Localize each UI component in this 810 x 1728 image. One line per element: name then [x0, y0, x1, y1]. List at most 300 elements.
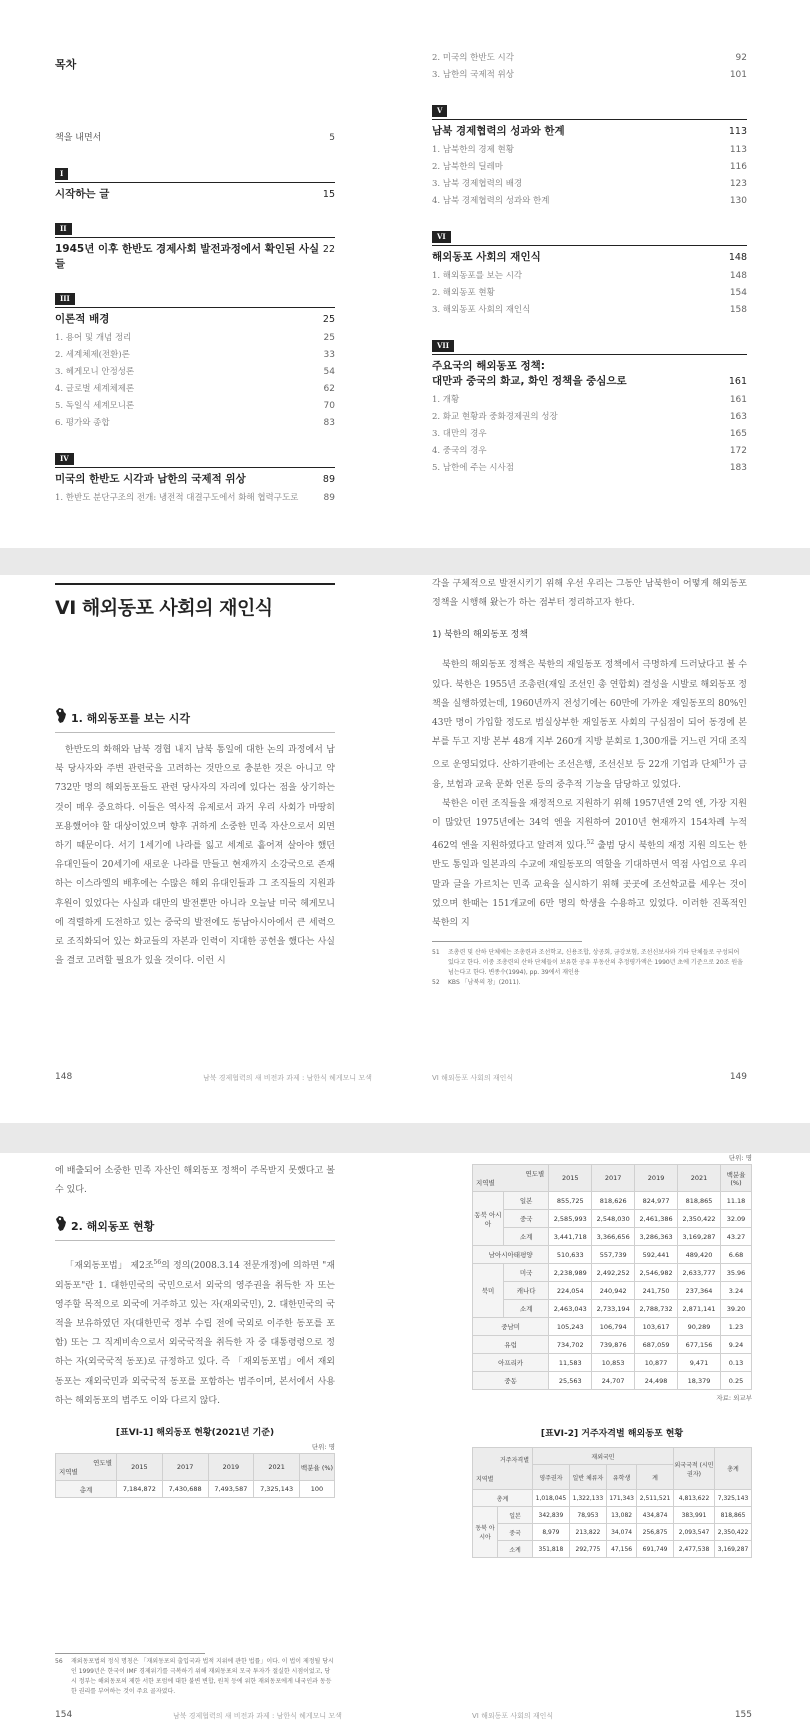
ratio-cell: 43.27	[721, 1228, 752, 1246]
table-cell: 1,322,133	[569, 1490, 606, 1507]
part-title-text: 해외동포 사회의 재인식	[432, 251, 541, 263]
table-cell: 2,585,993	[549, 1210, 592, 1228]
group-label: 동북 아시아	[473, 1507, 498, 1558]
korea-peninsula-icon	[55, 708, 67, 728]
year-header: 2017	[592, 1165, 635, 1192]
row-label: 소계	[504, 1300, 549, 1318]
toc-entry-page: 70	[323, 401, 335, 411]
toc-entry-title: 1. 용어 및 개념 정리	[55, 333, 132, 343]
table-cell: 2,788,732	[635, 1300, 678, 1318]
toc-heading: 목차	[55, 58, 77, 71]
table-row	[473, 1246, 752, 1264]
ratio-cell: 1.23	[721, 1318, 752, 1336]
table-header-row	[473, 1165, 752, 1192]
toc-entry-page: 165	[729, 429, 747, 439]
toc-sub-entry[interactable]	[432, 460, 747, 477]
toc-part-title[interactable]	[432, 119, 747, 139]
footnote-rule	[55, 1653, 205, 1654]
year-header: 2021	[678, 1165, 721, 1192]
toc-part-title[interactable]	[432, 354, 747, 389]
table-cell: 2,461,386	[635, 1210, 678, 1228]
para-text: 북한의 해외동포 정책은 북한의 재일동포 정책에서 극명하게 드러났다고 볼 수 있다. 북한은 1955년 조총련(재일 조선인 총 연합회) 결성을 시발로 해외동포 정책을 실행하였는데, 1960년까지 전성기에는 60만에 가까운 재일동포의 80%인 43만 명이 가입할 정도로 범실상부한 재일동포 사회의 구심점이 되어 동경에 본부를 두고 지방 본부 48개 지부 260개 지방 분회로 1,300개를 거느린 거대 조직으로 운영되었다. 산하기관에는 조선은행, 조선신보 등 22개 기업과 단체	[432, 660, 747, 771]
running-head: 남북 경제협력의 새 비전과 과제 : 남한식 헤게모니 모색	[173, 1712, 342, 1720]
toc-entry-page: 89	[323, 493, 335, 503]
toc-part-title[interactable]	[55, 182, 335, 202]
footnote-mark: 52	[586, 839, 595, 847]
toc-part	[55, 446, 335, 507]
toc-sub-entry[interactable]	[432, 268, 747, 285]
page-number: 154	[55, 1710, 73, 1720]
table-cell: 7,493,587	[208, 1481, 254, 1498]
footnote-number: 52	[432, 979, 440, 987]
table-cell: 855,725	[549, 1192, 592, 1210]
table-cell: 489,420	[678, 1246, 721, 1264]
table-caption: [표VI-1] 해외동포 현황(2021년 기준)	[115, 1428, 275, 1439]
footnote	[432, 948, 747, 978]
toc-entry-page: 25	[323, 333, 335, 343]
corner-top: 거주자격별	[500, 1456, 529, 1464]
chapter-rule	[55, 583, 335, 585]
part-title-text: 이론적 배경	[55, 313, 110, 325]
row-label: 중국	[504, 1210, 549, 1228]
toc-spread	[0, 0, 810, 548]
running-head: VI 해외동포 사회의 재인식	[432, 1074, 514, 1082]
section-heading	[55, 1216, 335, 1241]
table-corner-header	[56, 1454, 117, 1481]
row-label: 아프리카	[473, 1354, 549, 1372]
korea-peninsula-icon	[55, 1216, 67, 1236]
table-row	[473, 1210, 752, 1228]
table-row	[473, 1192, 752, 1210]
toc-entry-title: 4. 글로벌 세계체제론	[55, 384, 135, 394]
toc-part-title[interactable]	[55, 237, 335, 272]
ratio-cell: 3.24	[721, 1282, 752, 1300]
toc-entry-page: 161	[729, 395, 747, 405]
ratio-cell: 32.09	[721, 1210, 752, 1228]
table-cell: 9,471	[678, 1354, 721, 1372]
table-cell: 434,874	[637, 1507, 674, 1524]
toc-entry-title: 5. 독일식 세계모니론	[55, 401, 135, 411]
toc-part	[432, 224, 747, 319]
toc-entry-title: 2. 화교 현황과 중화경제권의 성장	[432, 412, 558, 422]
table-cell: 13,082	[607, 1507, 637, 1524]
toc-entry-page: 154	[729, 288, 747, 298]
table-cell: 3,169,287	[678, 1228, 721, 1246]
section-title: 2. 해외동포 현황	[71, 1220, 155, 1234]
toc-entry-page: 163	[729, 412, 747, 422]
toc-sub-entry[interactable]	[55, 415, 335, 432]
toc-entry-page: 83	[323, 418, 335, 428]
table-cell: 4,813,622	[674, 1490, 715, 1507]
table-cell: 103,617	[635, 1318, 678, 1336]
toc-sub-entry[interactable]	[55, 347, 335, 364]
row-label: 소계	[498, 1541, 533, 1558]
toc-entry-title: 1. 한반도 분단구조의 전개: 냉전적 대결구도에서 화해 협력구도로	[55, 493, 299, 503]
toc-intro	[55, 130, 335, 147]
footnote-mark: 56	[153, 1259, 162, 1267]
part-numeral-badge: VII	[432, 340, 454, 352]
table-cell: 739,876	[592, 1336, 635, 1354]
page-149	[432, 575, 747, 1123]
table-header-row	[56, 1454, 335, 1481]
footnote	[432, 978, 747, 988]
group-label: 동북 아시아	[473, 1192, 504, 1246]
table-row	[473, 1354, 752, 1372]
page-number: 155	[734, 1710, 752, 1720]
table-cell: 224,054	[549, 1282, 592, 1300]
ratio-cell: 35.96	[721, 1264, 752, 1282]
body-paragraph: 각을 구체적으로 발전시키기 위해 우선 우리는 그동안 남북한이 어떻게 해외동포 정책을 시행해 왔는가 하는 점부터 정리하고자 한다.	[432, 579, 747, 609]
residence-status-table	[472, 1447, 752, 1558]
toc-entry-title: 1. 해외동포를 보는 시각	[432, 271, 523, 281]
table-cell: 3,441,718	[549, 1228, 592, 1246]
toc-part-title[interactable]	[55, 307, 335, 327]
table-cell: 90,289	[678, 1318, 721, 1336]
table-cell: 824,977	[635, 1192, 678, 1210]
toc-parts-right	[432, 98, 747, 477]
toc-entry-page: 62	[323, 384, 335, 394]
part-page: 22	[322, 244, 335, 255]
table-cell: 213,822	[569, 1524, 606, 1541]
toc-entry-title: 4. 남북 경제협력의 성과와 한계	[432, 196, 550, 206]
toc-entry-page: 123	[729, 179, 747, 189]
part-title-text: 미국의 한반도 시각과 남한의 국제적 위상	[55, 473, 246, 485]
part-page: 25	[322, 314, 335, 325]
table-cell: 592,441	[635, 1246, 678, 1264]
toc-sub-entry[interactable]	[55, 490, 335, 507]
table-cell: 7,430,688	[162, 1481, 208, 1498]
toc-sub-entry[interactable]	[432, 50, 747, 67]
citizen-header: 재외국민	[533, 1448, 674, 1465]
toc-sub-entry[interactable]	[432, 159, 747, 176]
table-cell: 106,794	[592, 1318, 635, 1336]
page-footer	[55, 1710, 342, 1720]
page-149-intro	[432, 575, 747, 613]
table-cell: 2,871,141	[678, 1300, 721, 1318]
body-paragraph	[55, 1253, 335, 1411]
toc-entry-page: 158	[729, 305, 747, 315]
toc-entry-title: 6. 평가와 종합	[55, 418, 110, 428]
row-label: 일본	[504, 1192, 549, 1210]
table-cell: 2,238,989	[549, 1264, 592, 1282]
table-cell: 241,750	[635, 1282, 678, 1300]
overseas-koreans-table	[55, 1453, 335, 1498]
ratio-cell: 11.18	[721, 1192, 752, 1210]
table-cell: 818,865	[715, 1507, 752, 1524]
group-label: 북미	[473, 1264, 504, 1318]
sub-header: 유학생	[607, 1465, 637, 1490]
ratio-cell: 39.20	[721, 1300, 752, 1318]
table-cell: 7,184,872	[117, 1481, 163, 1498]
footnote-number: 51	[432, 949, 440, 957]
page-149-body	[432, 656, 747, 933]
part-title-text	[432, 359, 627, 389]
toc-intro-page: 5	[329, 133, 335, 143]
part-numeral-badge: III	[55, 293, 75, 305]
part-title-text: 시작하는 글	[55, 188, 110, 200]
part-title-line: 주요국의 해외동포 정책:	[432, 360, 545, 372]
total-header: 총계	[715, 1448, 752, 1490]
table-cell: 256,875	[637, 1524, 674, 1541]
table-row	[473, 1372, 752, 1390]
row-label: 중남미	[473, 1318, 549, 1336]
table-cell: 342,839	[533, 1507, 570, 1524]
table-cell: 34,074	[607, 1524, 637, 1541]
table-cell: 3,366,656	[592, 1228, 635, 1246]
table-row	[473, 1318, 752, 1336]
part-title-text: 남북 경제협력의 성과와 한계	[432, 125, 565, 137]
table-cell: 3,169,287	[715, 1541, 752, 1558]
toc-part-title[interactable]	[432, 245, 747, 265]
toc-entry-title: 2. 세계체제(전환)론	[55, 350, 130, 360]
table-cell: 734,702	[549, 1336, 592, 1354]
toc-sub-entry[interactable]	[432, 285, 747, 302]
toc-part-title[interactable]	[55, 467, 335, 487]
page-154	[55, 1153, 342, 1728]
year-header: 2019	[635, 1165, 678, 1192]
table-row	[473, 1228, 752, 1246]
toc-entry-page: 148	[729, 271, 747, 281]
table-cell: 171,343	[607, 1490, 637, 1507]
table-cell: 2,350,422	[715, 1524, 752, 1541]
toc-sub-entry[interactable]	[55, 398, 335, 415]
toc-sub-entry[interactable]	[432, 302, 747, 319]
year-header: 2015	[117, 1454, 163, 1481]
toc-entry-title: 3. 해외동포 사회의 재인식	[432, 305, 531, 315]
toc-sub-entry[interactable]	[432, 193, 747, 210]
toc-entry-title: 3. 남한의 국제적 위상	[432, 70, 514, 80]
table-cell: 18,379	[678, 1372, 721, 1390]
table-cell: 240,942	[592, 1282, 635, 1300]
toc-sub-entry[interactable]	[55, 381, 335, 398]
footnote-mark: 51	[718, 758, 727, 766]
toc-part	[55, 216, 335, 272]
row-label: 총계	[56, 1481, 117, 1498]
body-paragraph	[432, 656, 747, 794]
para-text: 가 금융, 보험과 교육 문화 언론 등의 중추적 기능을 담당하고 있었다.	[432, 760, 747, 790]
corner-top: 연도별	[93, 1459, 112, 1468]
table-corner-header	[473, 1165, 549, 1192]
ratio-cell: 0.13	[721, 1354, 752, 1372]
row-label: 총계	[473, 1490, 533, 1507]
part-page: 113	[728, 126, 747, 137]
table-cell: 2,546,982	[635, 1264, 678, 1282]
table-cell: 2,633,777	[678, 1264, 721, 1282]
row-label: 소계	[504, 1228, 549, 1246]
table-cell: 47,156	[607, 1541, 637, 1558]
table-cell: 383,991	[674, 1507, 715, 1524]
overseas-koreans-region-table	[472, 1164, 752, 1390]
spread-148-149	[0, 575, 810, 1123]
table-row	[473, 1336, 752, 1354]
corner-top: 연도별	[525, 1170, 545, 1178]
toc-entry-title: 2. 해외동포 현황	[432, 288, 495, 298]
table-cell: 237,364	[678, 1282, 721, 1300]
toc-sub-entry[interactable]	[432, 67, 747, 84]
part-numeral-badge: I	[55, 168, 68, 180]
corner-bottom: 지역별	[476, 1475, 494, 1483]
row-label: 중동	[473, 1372, 549, 1390]
table-row	[56, 1481, 335, 1498]
corner-bottom: 지역별	[59, 1468, 78, 1477]
page-148-body	[55, 741, 335, 971]
part-page: 148	[728, 252, 747, 263]
table-cell: 105,243	[549, 1318, 592, 1336]
toc-part	[55, 161, 335, 202]
footnotes	[55, 1657, 335, 1697]
year-header: 2021	[254, 1454, 300, 1481]
toc-entry-page: 54	[323, 367, 335, 377]
table-cell: 292,775	[569, 1541, 606, 1558]
part-page: 89	[322, 474, 335, 485]
page-155	[472, 1153, 752, 1728]
footnote-text: 조총련 및 산하 단체에는 조총련과 조선학교, 신용조합, 상공회, 금강보험, 조선신보사와 기타 단체들로 구성되어 있다고 한다. 이중 조총련의 산하 단체들이 보유한 공유 부동산의 추정평가액은 1990년 초에 기준으로 20조 원을 넘는다고 한다. 변종수(1994), pp. 39에서 재인용	[448, 949, 743, 977]
table-cell: 2,350,422	[678, 1210, 721, 1228]
toc-entry-page: 116	[729, 162, 747, 172]
table-cell: 2,511,521	[637, 1490, 674, 1507]
table-cell: 2,733,194	[592, 1300, 635, 1318]
table-row	[473, 1524, 752, 1541]
part-title-text: 1945년 이후 한반도 경제사회 발전과정에서 확인된 사실들	[55, 243, 320, 270]
part-page: 161	[728, 376, 747, 387]
table-header-row	[473, 1448, 752, 1465]
table-cell: 351,818	[533, 1541, 570, 1558]
table-cell: 3,286,363	[635, 1228, 678, 1246]
ratio-cell: 100	[300, 1481, 335, 1498]
toc-sub-entry[interactable]	[432, 142, 747, 159]
table-cell: 557,739	[592, 1246, 635, 1264]
page-number: 148	[55, 1072, 73, 1082]
table-cell: 687,059	[635, 1336, 678, 1354]
toc-entry-page: 92	[735, 53, 747, 63]
ratio-cell: 9.24	[721, 1336, 752, 1354]
sub-header: 일반 체류자	[569, 1465, 606, 1490]
toc-sub-entry[interactable]	[432, 176, 747, 193]
table-cell: 2,477,538	[674, 1541, 715, 1558]
page-154-intro	[55, 1162, 335, 1200]
table-cell: 818,865	[678, 1192, 721, 1210]
section-heading	[55, 708, 335, 733]
page-footer	[55, 1072, 372, 1082]
page-148	[55, 575, 372, 1123]
table-cell: 25,563	[549, 1372, 592, 1390]
toc-sub-entry[interactable]	[432, 409, 747, 426]
sub-header: 영주권자	[533, 1465, 570, 1490]
foreign-header: 외국국적 (시민권자)	[674, 1448, 715, 1490]
toc-sub-entry[interactable]	[55, 330, 335, 347]
toc-entry-page: 101	[729, 70, 747, 80]
footnote-number: 56	[55, 1658, 63, 1665]
toc-sub-entry[interactable]	[432, 392, 747, 409]
table-row	[473, 1264, 752, 1282]
page-number: 149	[729, 1072, 747, 1082]
ratio-header: 백분율 (%)	[300, 1454, 335, 1481]
row-label: 캐나다	[504, 1282, 549, 1300]
toc-entry-page: 172	[729, 446, 747, 456]
subheading: 1) 북한의 해외동포 정책	[432, 630, 529, 641]
toc-parts-left	[55, 161, 335, 507]
para-text: 의 정의(2008.3.14 전문개정)에 의하면 "재외동포"란 1. 대한민국의 국민으로서 외국의 영주권을 취득한 자 또는 영주할 목적으로 외국에 거주하고 있는 자(재외국민), 2. 대한민국의 국적을 보유하였던 자(대한민국 정부 수립 전에 국외로 이주한 동포를 포함) 또는 그 직계비속으로서 외국국적을 취득한 자 중 대통령령으로 정하는 자(외국국적 동포)로 규정하고 있다. 즉 「재외동포법」에서 재외동포는 재외국민과 외국국적 동포를 포함하는 범주이며, 본서에서 사용하는 해외동포의 범주도 이와 다르지 않다.	[55, 1261, 335, 1406]
toc-sub-entry[interactable]	[432, 426, 747, 443]
part-numeral-badge: VI	[432, 231, 451, 243]
year-header: 2019	[208, 1454, 254, 1481]
toc-entry-title: 3. 헤게모니 안정성론	[55, 367, 135, 377]
part-numeral-badge: II	[55, 223, 72, 235]
part-numeral-badge: V	[432, 105, 447, 117]
table-source: 자료: 외교부	[716, 1394, 752, 1402]
running-head: 남북 경제협력의 새 비전과 과제 : 남한식 헤게모니 모색	[203, 1074, 372, 1082]
table-cell: 7,325,143	[254, 1481, 300, 1498]
table-corner-header	[473, 1448, 533, 1490]
table-cell: 2,463,043	[549, 1300, 592, 1318]
table-cell: 677,156	[678, 1336, 721, 1354]
table-cell: 24,707	[592, 1372, 635, 1390]
part-title-line: 대만과 중국의 화교, 화인 정책을 중심으로	[432, 375, 627, 387]
para-text: 출범 당시 북한의 재정 지원 의도는 한반도 통일과 일본과의 수교에 재일동포의 역할을 기대하면서 역점 사업으로 우리말과 글을 가르치는 민족 교육을 실시하기 위해 곳곳에 조선학교를 세우는 것이었으며 한때는 151개교에 6만 명의 학생을 수용하고 있었다. 이러한 진폭적인 북한의 지	[432, 841, 748, 929]
toc-part	[432, 98, 747, 210]
toc-entry-title: 1. 남북한의 경제 현황	[432, 145, 514, 155]
row-label: 일본	[498, 1507, 533, 1524]
row-label: 남아시아태평양	[473, 1246, 549, 1264]
table-cell: 78,953	[569, 1507, 606, 1524]
para-text: 북한은 이런 조직들을 재정적으로 지원하기 위해 1957년엔 2억 엔, 가장 지원이 많았던 1975년에는 34억 엔을 지원하여 2010년 현재까지 154차례 누적 462억 엔을 지원하였다고 알려져 있다.	[432, 798, 747, 852]
toc-part	[55, 286, 335, 432]
para-text: 「재외동포법」 제2조	[65, 1261, 154, 1272]
footnote-rule	[432, 941, 582, 942]
toc-left-column	[55, 56, 335, 507]
body-paragraph	[432, 795, 747, 933]
part-page: 15	[322, 189, 335, 200]
table-cell: 24,498	[635, 1372, 678, 1390]
toc-entry-page: 113	[729, 145, 747, 155]
table-row	[473, 1541, 752, 1558]
year-header: 2017	[162, 1454, 208, 1481]
row-label: 미국	[504, 1264, 549, 1282]
ratio-header: 백분율 (%)	[721, 1165, 752, 1192]
toc-sub-entry[interactable]	[55, 364, 335, 381]
table-cell: 691,749	[637, 1541, 674, 1558]
table-unit: 단위: 명	[728, 1154, 752, 1162]
chapter-title: VI 해외동포 사회의 재인식	[55, 597, 273, 619]
table-unit: 단위: 명	[311, 1443, 335, 1452]
toc-entry-title: 3. 대만의 경우	[432, 429, 487, 439]
table-cell: 7,325,143	[715, 1490, 752, 1507]
ratio-cell: 6.68	[721, 1246, 752, 1264]
toc-part	[432, 333, 747, 477]
table-cell: 2,492,252	[592, 1264, 635, 1282]
page-154-body	[55, 1253, 335, 1411]
toc-right-column	[432, 50, 747, 477]
footnote-text: 재외동포법의 정식 명칭은 「재외동포의 출입국과 법적 지위에 관한 법률」이다. 이 법이 제정될 당시인 1999년은 한국이 IMF 경제위기를 극복하기 위해 재외동포의 모국 투자가 절실한 시점이었고, 당시 정부는 해외동포의 제한 서한 포럼에 대한 불변 변합, 원칙 등에 위한 재외동포에게 내국인과 동등한 권리를 부여하는 것이 주요 골자였다.	[71, 1658, 334, 1695]
table-row	[473, 1507, 752, 1524]
toc-intro-title: 책을 내면서	[55, 133, 102, 143]
toc-entry-title: 5. 남한에 주는 시사점	[432, 463, 514, 473]
toc-entry-page: 183	[729, 463, 747, 473]
part-numeral-badge: IV	[55, 453, 74, 465]
spread-154-155	[0, 1153, 810, 1728]
table-cell: 1,018,045	[533, 1490, 570, 1507]
table-cell: 8,979	[533, 1524, 570, 1541]
table-cell: 818,626	[592, 1192, 635, 1210]
footnote-text: KBS 「남북의 창」(2011).	[448, 979, 521, 987]
table-cell: 11,583	[549, 1354, 592, 1372]
table-cell: 10,877	[635, 1354, 678, 1372]
year-header: 2015	[549, 1165, 592, 1192]
table-row	[473, 1300, 752, 1318]
toc-sub-entry[interactable]	[432, 443, 747, 460]
table-row	[473, 1490, 752, 1507]
ratio-cell: 0.25	[721, 1372, 752, 1390]
